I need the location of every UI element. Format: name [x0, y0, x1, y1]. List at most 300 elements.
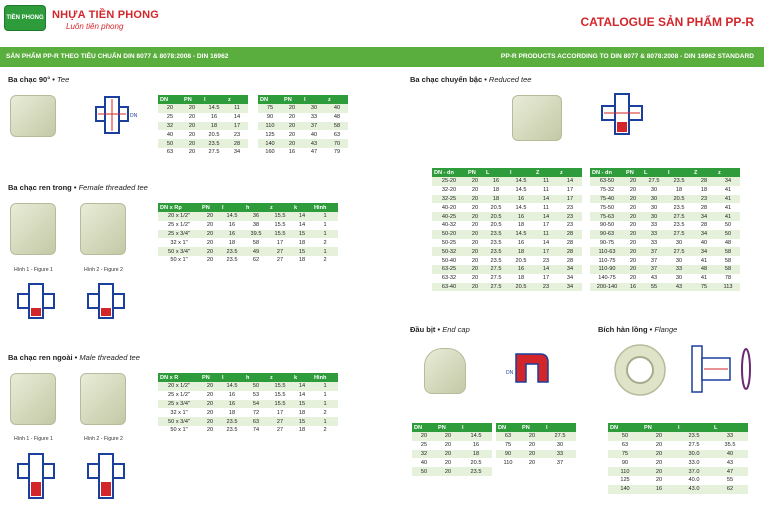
table-cell: 58	[244, 238, 268, 247]
table-cell: 20	[642, 467, 676, 476]
column-header: l	[508, 168, 534, 177]
table-cell: 14.5	[220, 212, 244, 221]
table-cell: 1	[312, 230, 338, 239]
table-cell: 1	[312, 212, 338, 221]
table-cell: 33	[544, 450, 576, 459]
table-cell: 48	[692, 265, 716, 274]
brand-name: NHỰA TIỀN PHONG	[52, 9, 160, 21]
table-cell: 18	[484, 186, 508, 195]
table-cell: 30	[666, 239, 692, 248]
table-cell: 40	[326, 104, 348, 113]
table-cell: 15	[292, 417, 312, 426]
table-cell: 41	[716, 203, 740, 212]
section-title-reduced-tee	[410, 75, 531, 84]
table-row	[608, 441, 748, 450]
female-tee-diagram-2	[84, 282, 134, 322]
column-header: z	[326, 95, 348, 104]
table-cell: 20	[624, 239, 642, 248]
logo-text: TIỀN PHONG	[6, 15, 44, 21]
column-header: PN	[182, 95, 202, 104]
table-cell: 37	[642, 247, 666, 256]
table-cell: 39.5	[244, 230, 268, 239]
female-tee-table	[158, 203, 338, 265]
table-row	[590, 274, 740, 283]
table-row	[158, 221, 338, 230]
table-cell: 40	[692, 239, 716, 248]
table-cell: 20	[466, 247, 484, 256]
table-row	[432, 230, 582, 239]
table-row	[432, 265, 582, 274]
column-header: l	[202, 95, 226, 104]
table-cell: 40-20	[432, 203, 466, 212]
table-row	[590, 177, 740, 186]
table-cell: 75	[258, 104, 282, 113]
table-cell: 20.5	[484, 203, 508, 212]
table-cell: 23.5	[220, 426, 244, 435]
table-cell: 55	[642, 283, 666, 292]
table-cell: 18	[460, 450, 492, 459]
table-cell: 110	[496, 458, 520, 467]
table-row	[158, 130, 248, 139]
column-header: PN	[466, 168, 484, 177]
table-cell: 18	[508, 274, 534, 283]
table-row	[590, 186, 740, 195]
column-header: l	[666, 168, 692, 177]
table-cell: 25	[158, 113, 182, 122]
table-cell: 32 x 1"	[158, 408, 200, 417]
table-cell: 23	[558, 203, 582, 212]
table-row	[590, 239, 740, 248]
section-title-tee	[8, 75, 69, 84]
table-cell: 43	[642, 274, 666, 283]
table-row	[158, 230, 338, 239]
table-cell: 20	[466, 195, 484, 204]
table-cell: 23.5	[484, 256, 508, 265]
table-cell: 36	[244, 212, 268, 221]
female-tee-photo-2	[80, 203, 126, 255]
table-cell: 110	[258, 122, 282, 131]
table-cell: 72	[244, 408, 268, 417]
tee-dim-dn: DN	[130, 113, 138, 119]
table-cell: 50-32	[432, 247, 466, 256]
table-cell: 90-50	[590, 221, 624, 230]
table-cell: 27.5	[544, 432, 576, 441]
table-cell: 25	[412, 441, 436, 450]
table-cell: 40	[412, 458, 436, 467]
column-header: L	[642, 168, 666, 177]
table-cell: 14	[534, 239, 558, 248]
table-row	[432, 256, 582, 265]
table-cell: 20	[624, 195, 642, 204]
table-cell: 50-40	[432, 256, 466, 265]
table-cell: 20	[200, 400, 220, 409]
table-cell: 48	[716, 239, 740, 248]
column-header: Hình	[312, 203, 338, 212]
table-row	[590, 283, 740, 292]
column-header: z	[716, 168, 740, 177]
column-header: DN	[496, 423, 520, 432]
table-cell: 58	[716, 256, 740, 265]
table-cell: 33	[302, 113, 326, 122]
table-cell: 25 x 3/4"	[158, 230, 200, 239]
table-row	[496, 441, 576, 450]
table-cell: 33	[642, 221, 666, 230]
table-cell: 16	[282, 148, 302, 157]
table-cell: 20	[624, 256, 642, 265]
table-cell: 20	[624, 274, 642, 283]
table-cell: 23.5	[484, 247, 508, 256]
table-cell: 35.5	[712, 441, 748, 450]
table-cell: 15	[292, 230, 312, 239]
table-cell: 18	[508, 221, 534, 230]
table-row	[158, 247, 338, 256]
table-cell: 16	[460, 441, 492, 450]
table-cell: 20	[520, 441, 544, 450]
table-cell: 58	[716, 265, 740, 274]
table-cell: 20	[200, 408, 220, 417]
column-header: h	[244, 203, 268, 212]
table-cell: 28	[692, 203, 716, 212]
table-cell: 20.5	[666, 195, 692, 204]
table-cell: 55	[712, 476, 748, 485]
table-cell: 20.5	[484, 221, 508, 230]
table-cell: 20	[182, 113, 202, 122]
column-header: l	[676, 423, 712, 432]
table-cell: 2	[312, 256, 338, 265]
table-cell: 74	[244, 426, 268, 435]
table-row	[158, 400, 338, 409]
table-cell: 14	[292, 212, 312, 221]
section-title-end-cap	[410, 325, 470, 334]
table-cell: 63-32	[432, 274, 466, 283]
male-tee-photo-2	[80, 373, 126, 425]
table-cell: 16	[484, 177, 508, 186]
column-header: DN x Rp	[158, 203, 200, 212]
table-cell: 14.5	[220, 382, 244, 391]
table-cell: 18	[202, 122, 226, 131]
table-cell: 30	[666, 274, 692, 283]
table-cell: 20	[436, 432, 460, 441]
table-cell: 20	[182, 122, 202, 131]
table-cell: 20	[282, 104, 302, 113]
table-cell: 63	[244, 417, 268, 426]
table-cell: 49	[244, 247, 268, 256]
table-cell: 18	[292, 426, 312, 435]
table-row	[158, 148, 248, 157]
table-cell: 11	[534, 230, 558, 239]
reduced-tee-title-en: Reduced tee	[488, 75, 532, 84]
table-cell: 37	[544, 458, 576, 467]
table-cell: 33	[712, 432, 748, 441]
table-cell: 20	[624, 265, 642, 274]
table-cell: 30	[544, 441, 576, 450]
table-cell: 14.5	[202, 104, 226, 113]
table-cell: 20	[466, 230, 484, 239]
table-cell: 17	[534, 221, 558, 230]
table-cell: 90	[608, 458, 642, 467]
table-cell: 18	[666, 186, 692, 195]
table-cell: 20	[200, 230, 220, 239]
table-cell: 20	[520, 450, 544, 459]
table-cell: 125	[608, 476, 642, 485]
table-cell: 23.5	[202, 139, 226, 148]
table-cell: 90-63	[590, 230, 624, 239]
standard-band-en: PP-R PRODUCTS ACCORDING TO DIN 8077 & 8078:2008 - DIN 16962 STANDARD	[500, 53, 754, 60]
table-cell: 18	[220, 408, 244, 417]
table-cell: 15.5	[268, 221, 292, 230]
tee-photo	[10, 95, 56, 137]
male-figure-1-caption: Hình 1 - Figure 1	[14, 436, 53, 442]
table-cell: 30	[642, 203, 666, 212]
table-row	[158, 426, 338, 435]
table-cell: 62	[712, 485, 748, 494]
table-cell: 27	[268, 417, 292, 426]
table-cell: 20	[282, 139, 302, 148]
table-cell: 20	[182, 139, 202, 148]
reduced-tee-title-vn: Ba chạc chuyển bậc •	[410, 75, 487, 84]
table-cell: 47	[712, 467, 748, 476]
table-cell: 34	[226, 148, 248, 157]
table-row	[432, 177, 582, 186]
table-cell: 28	[558, 230, 582, 239]
table-cell: 23	[558, 221, 582, 230]
column-header: z	[268, 373, 292, 382]
table-cell: 37	[642, 256, 666, 265]
male-tee-diagram-2	[84, 452, 134, 504]
table-cell: 50-20	[432, 230, 466, 239]
table-cell: 58	[716, 247, 740, 256]
table-cell: 14	[226, 113, 248, 122]
table-cell: 20.5	[460, 458, 492, 467]
table-cell: 11	[534, 203, 558, 212]
table-row	[158, 391, 338, 400]
table-cell: 20	[642, 432, 676, 441]
table-cell: 34	[692, 230, 716, 239]
table-cell: 30.0	[676, 450, 712, 459]
column-header: DN	[258, 95, 282, 104]
table-cell: 20	[466, 212, 484, 221]
table-cell: 34	[692, 247, 716, 256]
table-row	[412, 441, 492, 450]
table-cell: 17	[558, 195, 582, 204]
table-cell: 20	[520, 458, 544, 467]
male-tee-photo-1	[10, 373, 56, 425]
table-cell: 50	[716, 221, 740, 230]
table-row	[258, 130, 348, 139]
table-cell: 23.5	[220, 256, 244, 265]
table-cell: 20	[624, 203, 642, 212]
table-cell: 20	[282, 113, 302, 122]
table-cell: 14.5	[508, 177, 534, 186]
table-row	[432, 212, 582, 221]
table-row	[432, 195, 582, 204]
table-cell: 75	[496, 441, 520, 450]
table-cell: 40-32	[432, 221, 466, 230]
table-cell: 14.5	[508, 186, 534, 195]
table-cell: 20	[436, 441, 460, 450]
table-cell: 62	[244, 256, 268, 265]
table-cell: 14	[534, 212, 558, 221]
table-cell: 15	[292, 247, 312, 256]
column-header: l	[302, 95, 326, 104]
table-cell: 27.5	[676, 441, 712, 450]
table-cell: 20	[466, 265, 484, 274]
table-row	[590, 256, 740, 265]
table-cell: 18	[292, 256, 312, 265]
column-header: k	[292, 373, 312, 382]
table-cell: 20	[466, 203, 484, 212]
table-cell: 20	[466, 239, 484, 248]
table-cell: 43	[302, 139, 326, 148]
table-cell: 32-20	[432, 186, 466, 195]
table-cell: 1	[312, 400, 338, 409]
column-header: L	[484, 168, 508, 177]
table-cell: 14	[534, 195, 558, 204]
table-cell: 37	[302, 122, 326, 131]
brand-slogan: Luôn tiên phong	[66, 22, 124, 31]
table-cell: 63	[326, 130, 348, 139]
table-cell: 25 x 3/4"	[158, 400, 200, 409]
table-cell: 20	[624, 212, 642, 221]
table-cell: 11	[226, 104, 248, 113]
table-cell: 20	[624, 177, 642, 186]
end-cap-diagram	[506, 348, 558, 392]
table-cell: 20	[624, 230, 642, 239]
table-cell: 20	[642, 450, 676, 459]
table-cell: 28	[692, 221, 716, 230]
flange-title-vn: Bích hàn lồng •	[598, 325, 653, 334]
table-cell: 110-90	[590, 265, 624, 274]
female-figure-1-caption: Hình 1 - Figure 1	[14, 267, 53, 273]
table-cell: 33	[666, 265, 692, 274]
table-cell: 63-25	[432, 265, 466, 274]
table-cell: 20	[282, 122, 302, 131]
table-cell: 38	[244, 221, 268, 230]
reduced-tee-table-left	[432, 168, 582, 291]
table-cell: 16	[220, 391, 244, 400]
reduced-tee-photo	[512, 95, 562, 141]
table-row	[590, 247, 740, 256]
table-row	[608, 458, 748, 467]
table-row	[432, 274, 582, 283]
table-cell: 20	[624, 247, 642, 256]
table-row	[412, 458, 492, 467]
table-cell: 23.5	[220, 417, 244, 426]
table-cell: 50	[716, 230, 740, 239]
table-cell: 27	[268, 247, 292, 256]
table-cell: 20.5	[508, 256, 534, 265]
table-cell: 16	[220, 400, 244, 409]
table-cell: 37.0	[676, 467, 712, 476]
column-header: L	[712, 423, 748, 432]
table-cell: 63-40	[432, 283, 466, 292]
table-cell: 16	[642, 485, 676, 494]
column-header: Hình	[312, 373, 338, 382]
section-title-male-tee	[8, 353, 140, 362]
table-cell: 23.5	[666, 221, 692, 230]
table-cell: 110	[608, 467, 642, 476]
column-header: DN	[608, 423, 642, 432]
flange-diagram	[680, 340, 760, 402]
table-cell: 63	[496, 432, 520, 441]
flange-table	[608, 423, 748, 494]
male-tee-diagram-1	[14, 452, 64, 504]
column-header: DN	[158, 95, 182, 104]
table-cell: 78	[716, 274, 740, 283]
table-cell: 16	[508, 239, 534, 248]
column-header: h	[244, 373, 268, 382]
table-cell: 50	[244, 382, 268, 391]
table-cell: 160	[258, 148, 282, 157]
table-cell: 23.5	[484, 230, 508, 239]
tee-title-en: Tee	[57, 75, 70, 84]
table-cell: 17	[534, 274, 558, 283]
table-cell: 43	[666, 283, 692, 292]
column-header: DN - dn	[590, 168, 624, 177]
table-cell: 20.5	[484, 212, 508, 221]
table-cell: 20.5	[202, 130, 226, 139]
column-header: k	[292, 203, 312, 212]
table-cell: 1	[312, 417, 338, 426]
table-cell: 40-25	[432, 212, 466, 221]
table-cell: 16	[508, 195, 534, 204]
table-cell: 20 x 1/2"	[158, 382, 200, 391]
table-cell: 50	[412, 467, 436, 476]
table-cell: 27	[268, 256, 292, 265]
table-cell: 27.5	[666, 230, 692, 239]
table-cell: 41	[692, 256, 716, 265]
table-cell: 34	[558, 265, 582, 274]
table-cell: 34	[558, 274, 582, 283]
table-cell: 30	[642, 186, 666, 195]
table-cell: 23	[226, 130, 248, 139]
table-cell: 14	[292, 391, 312, 400]
male-tee-title-vn: Ba chạc ren ngoài •	[8, 353, 78, 362]
table-row	[158, 113, 248, 122]
table-cell: 125	[258, 130, 282, 139]
table-cell: 20	[200, 391, 220, 400]
column-header: PN	[282, 95, 302, 104]
table-row	[590, 212, 740, 221]
table-cell: 16	[508, 212, 534, 221]
table-cell: 20	[182, 104, 202, 113]
table-cell: 11	[534, 186, 558, 195]
table-cell: 40	[158, 130, 182, 139]
table-cell: 14.5	[508, 203, 534, 212]
table-cell: 25 x 1/2"	[158, 391, 200, 400]
flange-photo	[612, 342, 668, 398]
table-cell: 20	[466, 256, 484, 265]
table-cell: 18	[484, 195, 508, 204]
table-cell: 14.5	[508, 230, 534, 239]
table-cell: 33	[642, 230, 666, 239]
table-cell: 50 x 3/4"	[158, 247, 200, 256]
table-cell: 33	[642, 239, 666, 248]
column-header: DN x R	[158, 373, 200, 382]
table-row	[432, 239, 582, 248]
table-cell: 27.5	[484, 274, 508, 283]
table-row	[258, 122, 348, 131]
table-cell: 23.5	[484, 239, 508, 248]
table-cell: 48	[326, 113, 348, 122]
table-cell: 63	[608, 441, 642, 450]
table-cell: 18	[292, 408, 312, 417]
table-cell: 20	[200, 417, 220, 426]
table-row	[590, 221, 740, 230]
column-header: z	[268, 203, 292, 212]
table-cell: 2	[312, 408, 338, 417]
table-cell: 15.5	[268, 400, 292, 409]
